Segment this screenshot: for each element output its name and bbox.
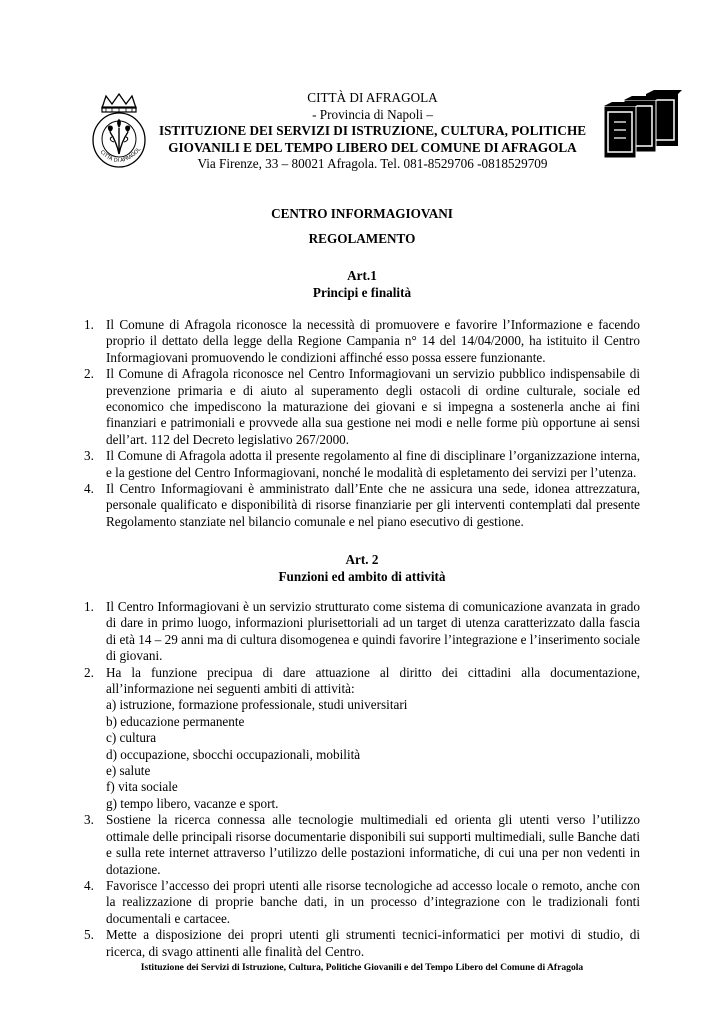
document-subtitle: REGOLAMENTO xyxy=(308,231,416,246)
art1-subheading: Principi e finalità xyxy=(312,284,412,300)
sub-item: b) educazione permanente xyxy=(106,713,245,729)
item-text: Il Comune di Afragola riconosce la necessità di promuovere e favorire l’Informazione e facendo proprio il dettato della legge della Regione Campania n° 14 del 14/04/2000, ha istituito il Centro Informagiovani promuovendo le condizioni affinché esso possa essere funzionante. xyxy=(106,317,640,365)
list-item xyxy=(84,878,640,927)
art1-list xyxy=(84,317,640,530)
list-item xyxy=(84,317,640,366)
sub-item: d) occupazione, sbocchi occupazionali, mobilità xyxy=(106,746,361,762)
sub-item: c) cultura xyxy=(106,730,157,746)
item-text: Il Centro Informagiovani è un servizio strutturato come sistema di comunicazione avanzata in grado di dare in primo luogo, informazioni plurisettoriali ad un target di utenza caratterizzato dalla fascia di età 14 – 29 anni ma di cultura disomogenea e quindi favorire l’integrazione e l’inserimento sociale di giovani. xyxy=(106,599,640,664)
list-item xyxy=(84,366,640,448)
list-item xyxy=(84,448,640,481)
art2-list xyxy=(84,599,640,960)
item-text: Sostiene la ricerca connessa alle tecnologie multimediali ed orienta gli utenti verso l’utilizzo ottimale delle principali risorse documentarie disponibili sui supporti multimediali, sulle Banche dati e sulla rete internet attraverso l’utilizzo delle postazioni informatiche, di cui una per non vedenti in dotazione. xyxy=(106,812,640,877)
sub-item: a) istruzione, formazione professionale, studi universitari xyxy=(106,697,408,713)
list-item xyxy=(84,481,640,530)
item-text-block xyxy=(106,665,640,813)
item-number: 4. xyxy=(84,481,94,497)
document-title: CENTRO INFORMAGIOVANI xyxy=(271,206,453,221)
list-item xyxy=(84,665,640,813)
page-footer: Istituzione dei Servizi di Istruzione, Cultura, Politiche Giovanili e del Tempo Libero del Comune di Afragola xyxy=(140,962,584,973)
letterhead xyxy=(140,90,605,173)
list-item xyxy=(84,812,640,878)
item-text: Mette a disposizione dei propri utenti gli strumenti tecnici-informatici per motivi di studio, di ricerca, di svago attinenti alle finalità del Centro. xyxy=(106,927,640,959)
books-logo xyxy=(602,90,682,160)
address-line: Via Firenze, 33 – 80021 Afragola. Tel. 081-8529706 -0818529709 xyxy=(197,156,548,171)
art2-subheading: Funzioni ed ambito di attività xyxy=(278,568,446,584)
item-number: 2. xyxy=(84,366,94,382)
institution-line-1: ISTITUZIONE DEI SERVIZI DI ISTRUZIONE, CULTURA, POLITICHE xyxy=(158,123,587,138)
sub-item: f) vita sociale xyxy=(106,779,178,795)
item-text: Il Comune di Afragola riconosce nel Centro Informagiovani un servizio pubblico indispensabile di prevenzione primaria e di aiuto al superamento degli ostacoli di ordine culturale, sociale ed economico che impediscono la maturazione dei giovani e si impegna a sostenerla anche ai fini finanziari e patrimoniali e provvede alla sua gestione nei modi e nelle forme più opportune ai sensi dell’art. 112 del Decreto legislativo 267/2000. xyxy=(106,366,640,447)
art1-heading: Art.1 xyxy=(347,268,377,283)
item-number: 2. xyxy=(84,664,94,680)
item-number: 1. xyxy=(84,599,94,614)
list-item xyxy=(84,599,640,665)
list-item xyxy=(84,927,640,960)
item-number: 5. xyxy=(84,927,94,943)
institution-line-2: GIOVANILI E DEL TEMPO LIBERO DEL COMUNE DI AFRAGOLA xyxy=(168,139,577,155)
item-number: 3. xyxy=(84,812,94,828)
city-name: CITTÀ DI AFRAGOLA xyxy=(307,90,438,105)
item-text: Favorisce l’accesso dei propri utenti alle risorse tecnologiche ad accesso locale o remoto, anche con la realizzazione di proprie banche dati, in un processo d’integrazione con le tradizionali fonti documentali e cartacee. xyxy=(106,877,640,926)
item-text: Ha la funzione precipua di dare attuazione al diritto dei cittadini alla documentazione, all’informazione nei seguenti ambiti di attività: xyxy=(106,664,640,697)
province-name: - Provincia di Napoli – xyxy=(312,106,433,122)
art2-heading: Art. 2 xyxy=(345,552,379,567)
svg-text:CITTÀ DI AFRAGOLA: CITTÀ DI AFRAGOL xyxy=(98,146,143,165)
item-text: Il Comune di Afragola adotta il presente regolamento al fine di disciplinare l’organizzazione interna, e la gestione del Centro Informagiovani, nonché le modalità di espletamento dei servizi per l’utenza. xyxy=(106,448,640,480)
item-text: Il Centro Informagiovani è amministrato dall’Ente che ne assicura una sede, idonea attrezzatura, personale qualificato e disponibilità di risorse finanziarie per gli interventi contemplati dal presente Regolamento stanziate nel bilancio comunale e nel piano esecutivo di gestione. xyxy=(106,481,640,529)
art1-heading-block xyxy=(0,268,724,301)
item-number: 3. xyxy=(84,448,94,464)
sub-item: g) tempo libero, vacanze e sport. xyxy=(106,795,279,811)
item-number: 1. xyxy=(84,317,94,332)
art2-heading-block xyxy=(0,552,724,585)
sub-item: e) salute xyxy=(106,763,151,779)
item-number: 4. xyxy=(84,877,94,893)
